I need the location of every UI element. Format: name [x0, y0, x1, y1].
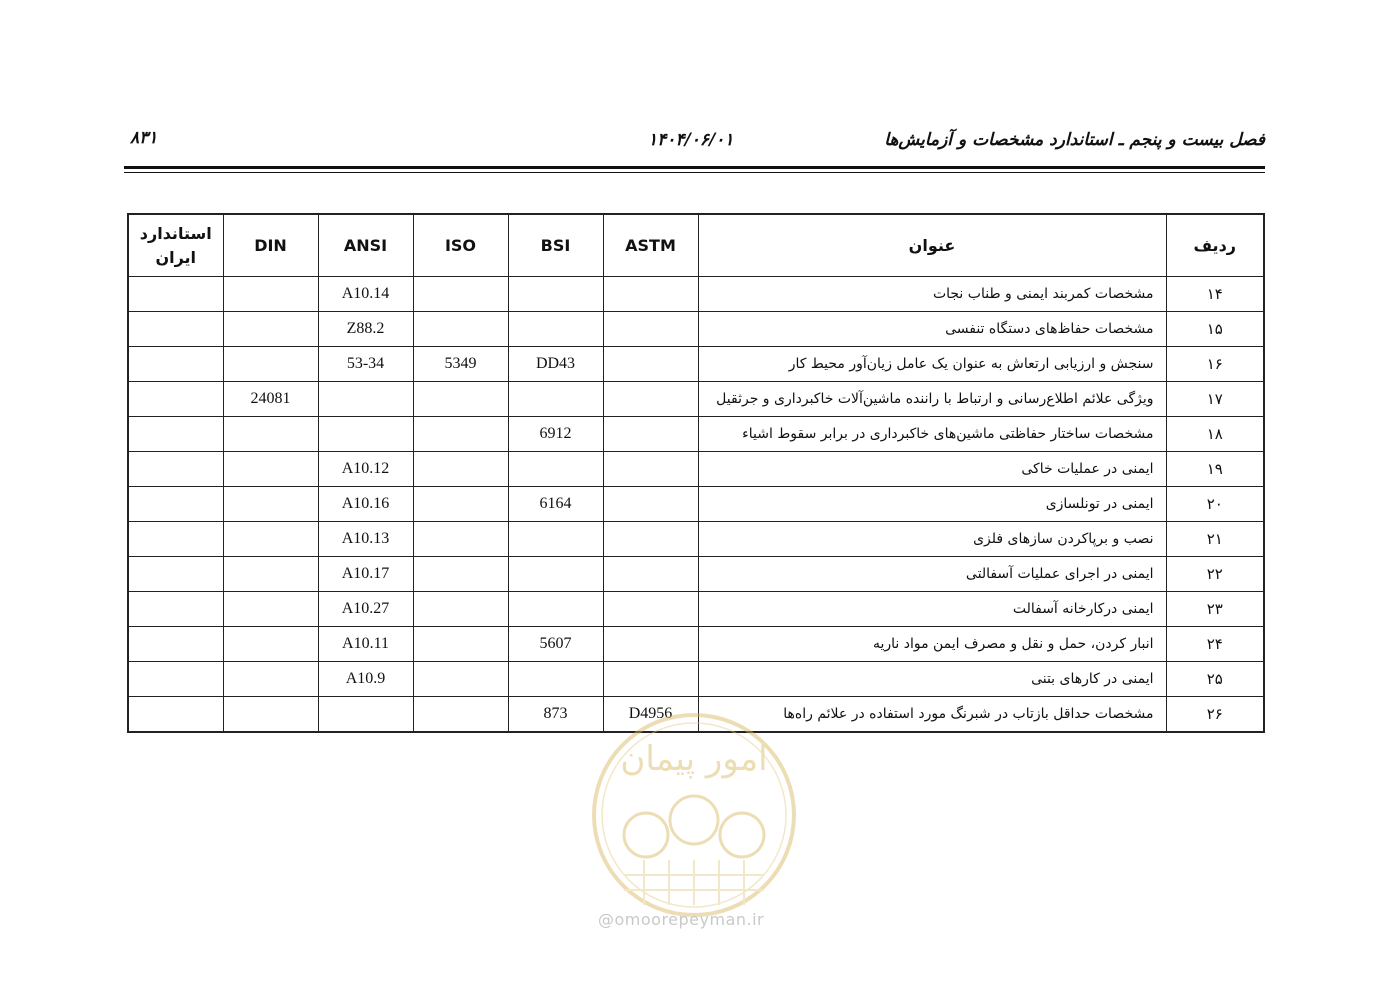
cell-ansi: Z88.2 — [318, 312, 413, 347]
cell-iran — [128, 312, 223, 347]
cell-bsi — [508, 557, 603, 592]
cell-din — [223, 312, 318, 347]
cell-iso — [413, 382, 508, 417]
cell-bsi — [508, 522, 603, 557]
cell-row: ۲۶ — [1166, 697, 1264, 733]
cell-din — [223, 662, 318, 697]
cell-iran — [128, 382, 223, 417]
col-header-ansi: ANSI — [318, 214, 413, 277]
cell-bsi — [508, 277, 603, 312]
cell-astm — [603, 487, 698, 522]
cell-title: نصب و برپاکردن سازهای فلزی — [698, 522, 1166, 557]
cell-ansi: 53-34 — [318, 347, 413, 382]
col-header-row: ردیف — [1166, 214, 1264, 277]
cell-bsi — [508, 592, 603, 627]
cell-iso: 5349 — [413, 347, 508, 382]
cell-astm — [603, 277, 698, 312]
cell-din — [223, 487, 318, 522]
cell-row: ۱۶ — [1166, 347, 1264, 382]
col-header-bsi: BSI — [508, 214, 603, 277]
col-header-astm: ASTM — [603, 214, 698, 277]
cell-astm — [603, 522, 698, 557]
cell-ansi — [318, 417, 413, 452]
cell-title: مشخصات کمربند ایمنی و طناب نجات — [698, 277, 1166, 312]
table-row — [128, 382, 1264, 417]
cell-astm — [603, 452, 698, 487]
cell-title: مشخصات ساختار حفاظتی ماشین‌های خاکبرداری در برابر سقوط اشیاء — [698, 417, 1166, 452]
cell-din — [223, 277, 318, 312]
cell-din — [223, 417, 318, 452]
cell-title: انبار کردن، حمل و نقل و مصرف ایمن مواد ناریه — [698, 627, 1166, 662]
cell-din — [223, 522, 318, 557]
cell-iso — [413, 452, 508, 487]
cell-astm: D4956 — [603, 697, 698, 733]
cell-iso — [413, 312, 508, 347]
cell-din — [223, 347, 318, 382]
cell-title: ایمنی در اجرای عملیات آسفالتی — [698, 557, 1166, 592]
cell-din — [223, 557, 318, 592]
table-row — [128, 487, 1264, 522]
col-header-title: عنوان — [698, 214, 1166, 277]
cell-din — [223, 592, 318, 627]
cell-row: ۱۵ — [1166, 312, 1264, 347]
table-row — [128, 557, 1264, 592]
col-header-iran: استاندارد ایران — [128, 214, 223, 277]
cell-ansi: A10.14 — [318, 277, 413, 312]
cell-title: سنجش و ارزیابی ارتعاش به عنوان یک عامل زیان‌آور محیط کار — [698, 347, 1166, 382]
cell-title: ایمنی در عملیات خاکی — [698, 452, 1166, 487]
cell-iran — [128, 522, 223, 557]
cell-iso — [413, 697, 508, 733]
cell-row: ۲۳ — [1166, 592, 1264, 627]
cell-bsi: DD43 — [508, 347, 603, 382]
cell-title: مشخصات حداقل بازتاب در شبرنگ مورد استفاده در علائم راه‌ها — [698, 697, 1166, 733]
cell-iran — [128, 487, 223, 522]
header-rule-thin — [124, 172, 1265, 173]
cell-title: مشخصات حفاظ‌های دستگاه تنفسی — [698, 312, 1166, 347]
watermark-logo — [584, 700, 804, 930]
cell-astm — [603, 347, 698, 382]
header-rule-thick — [124, 166, 1265, 169]
cell-bsi — [508, 312, 603, 347]
cell-iran — [128, 347, 223, 382]
cell-row: ۲۰ — [1166, 487, 1264, 522]
cell-astm — [603, 592, 698, 627]
cell-iso — [413, 277, 508, 312]
cell-ansi — [318, 697, 413, 733]
cell-ansi: A10.11 — [318, 627, 413, 662]
watermark-text: @omoorepeyman.ir — [598, 910, 765, 929]
cell-row: ۲۱ — [1166, 522, 1264, 557]
cell-iso — [413, 557, 508, 592]
cell-iso — [413, 417, 508, 452]
cell-title: ایمنی در کارهای بتنی — [698, 662, 1166, 697]
cell-ansi — [318, 382, 413, 417]
cell-din — [223, 627, 318, 662]
cell-iran — [128, 557, 223, 592]
cell-iran — [128, 662, 223, 697]
table-row — [128, 627, 1264, 662]
cell-iso — [413, 662, 508, 697]
col-header-din: DIN — [223, 214, 318, 277]
cell-bsi: 873 — [508, 697, 603, 733]
page-number: ۸۳۱ — [130, 128, 158, 148]
revision-date: ۱۴۰۴/۰۶/۰۱ — [648, 130, 734, 150]
cell-iran — [128, 452, 223, 487]
cell-ansi: A10.13 — [318, 522, 413, 557]
table-row — [128, 347, 1264, 382]
cell-iran — [128, 592, 223, 627]
cell-bsi — [508, 382, 603, 417]
cell-din: 24081 — [223, 382, 318, 417]
cell-row: ۲۴ — [1166, 627, 1264, 662]
chapter-title: فصل بیست و پنجم ـ استاندارد مشخصات و آزمایش‌ها — [884, 130, 1265, 150]
cell-bsi: 5607 — [508, 627, 603, 662]
table-row — [128, 452, 1264, 487]
cell-din — [223, 452, 318, 487]
cell-row: ۱۴ — [1166, 277, 1264, 312]
cell-row: ۲۵ — [1166, 662, 1264, 697]
table-row — [128, 662, 1264, 697]
cell-astm — [603, 417, 698, 452]
cell-astm — [603, 557, 698, 592]
cell-iran — [128, 697, 223, 733]
cell-iran — [128, 627, 223, 662]
cell-ansi: A10.9 — [318, 662, 413, 697]
cell-title: ایمنی درکارخانه آسفالت — [698, 592, 1166, 627]
table-row — [128, 592, 1264, 627]
cell-row: ۱۷ — [1166, 382, 1264, 417]
watermark-logo-text: امور پیمان — [620, 739, 768, 779]
cell-iso — [413, 522, 508, 557]
cell-row: ۱۸ — [1166, 417, 1264, 452]
cell-ansi: A10.16 — [318, 487, 413, 522]
cell-row: ۲۲ — [1166, 557, 1264, 592]
table-body — [128, 277, 1264, 733]
cell-astm — [603, 662, 698, 697]
table-row — [128, 277, 1264, 312]
cell-ansi: A10.27 — [318, 592, 413, 627]
table-header-row — [128, 214, 1264, 277]
cell-bsi — [508, 452, 603, 487]
table-row — [128, 417, 1264, 452]
cell-astm — [603, 627, 698, 662]
standards-table — [127, 213, 1265, 733]
table-row — [128, 522, 1264, 557]
cell-ansi: A10.12 — [318, 452, 413, 487]
cell-iran — [128, 417, 223, 452]
cell-bsi: 6164 — [508, 487, 603, 522]
cell-din — [223, 697, 318, 733]
cell-astm — [603, 312, 698, 347]
cell-iso — [413, 627, 508, 662]
cell-bsi: 6912 — [508, 417, 603, 452]
page-header — [124, 126, 1265, 160]
cell-iso — [413, 592, 508, 627]
cell-bsi — [508, 662, 603, 697]
cell-row: ۱۹ — [1166, 452, 1264, 487]
cell-iso — [413, 487, 508, 522]
cell-ansi: A10.17 — [318, 557, 413, 592]
cell-astm — [603, 382, 698, 417]
table-row — [128, 312, 1264, 347]
cell-iran — [128, 277, 223, 312]
col-header-iso: ISO — [413, 214, 508, 277]
cell-title: ویژگی علائم اطلاع‌رسانی و ارتباط با راننده ماشین‌آلات خاکبرداری و جرثقیل — [698, 382, 1166, 417]
cell-title: ایمنی در تونلسازی — [698, 487, 1166, 522]
